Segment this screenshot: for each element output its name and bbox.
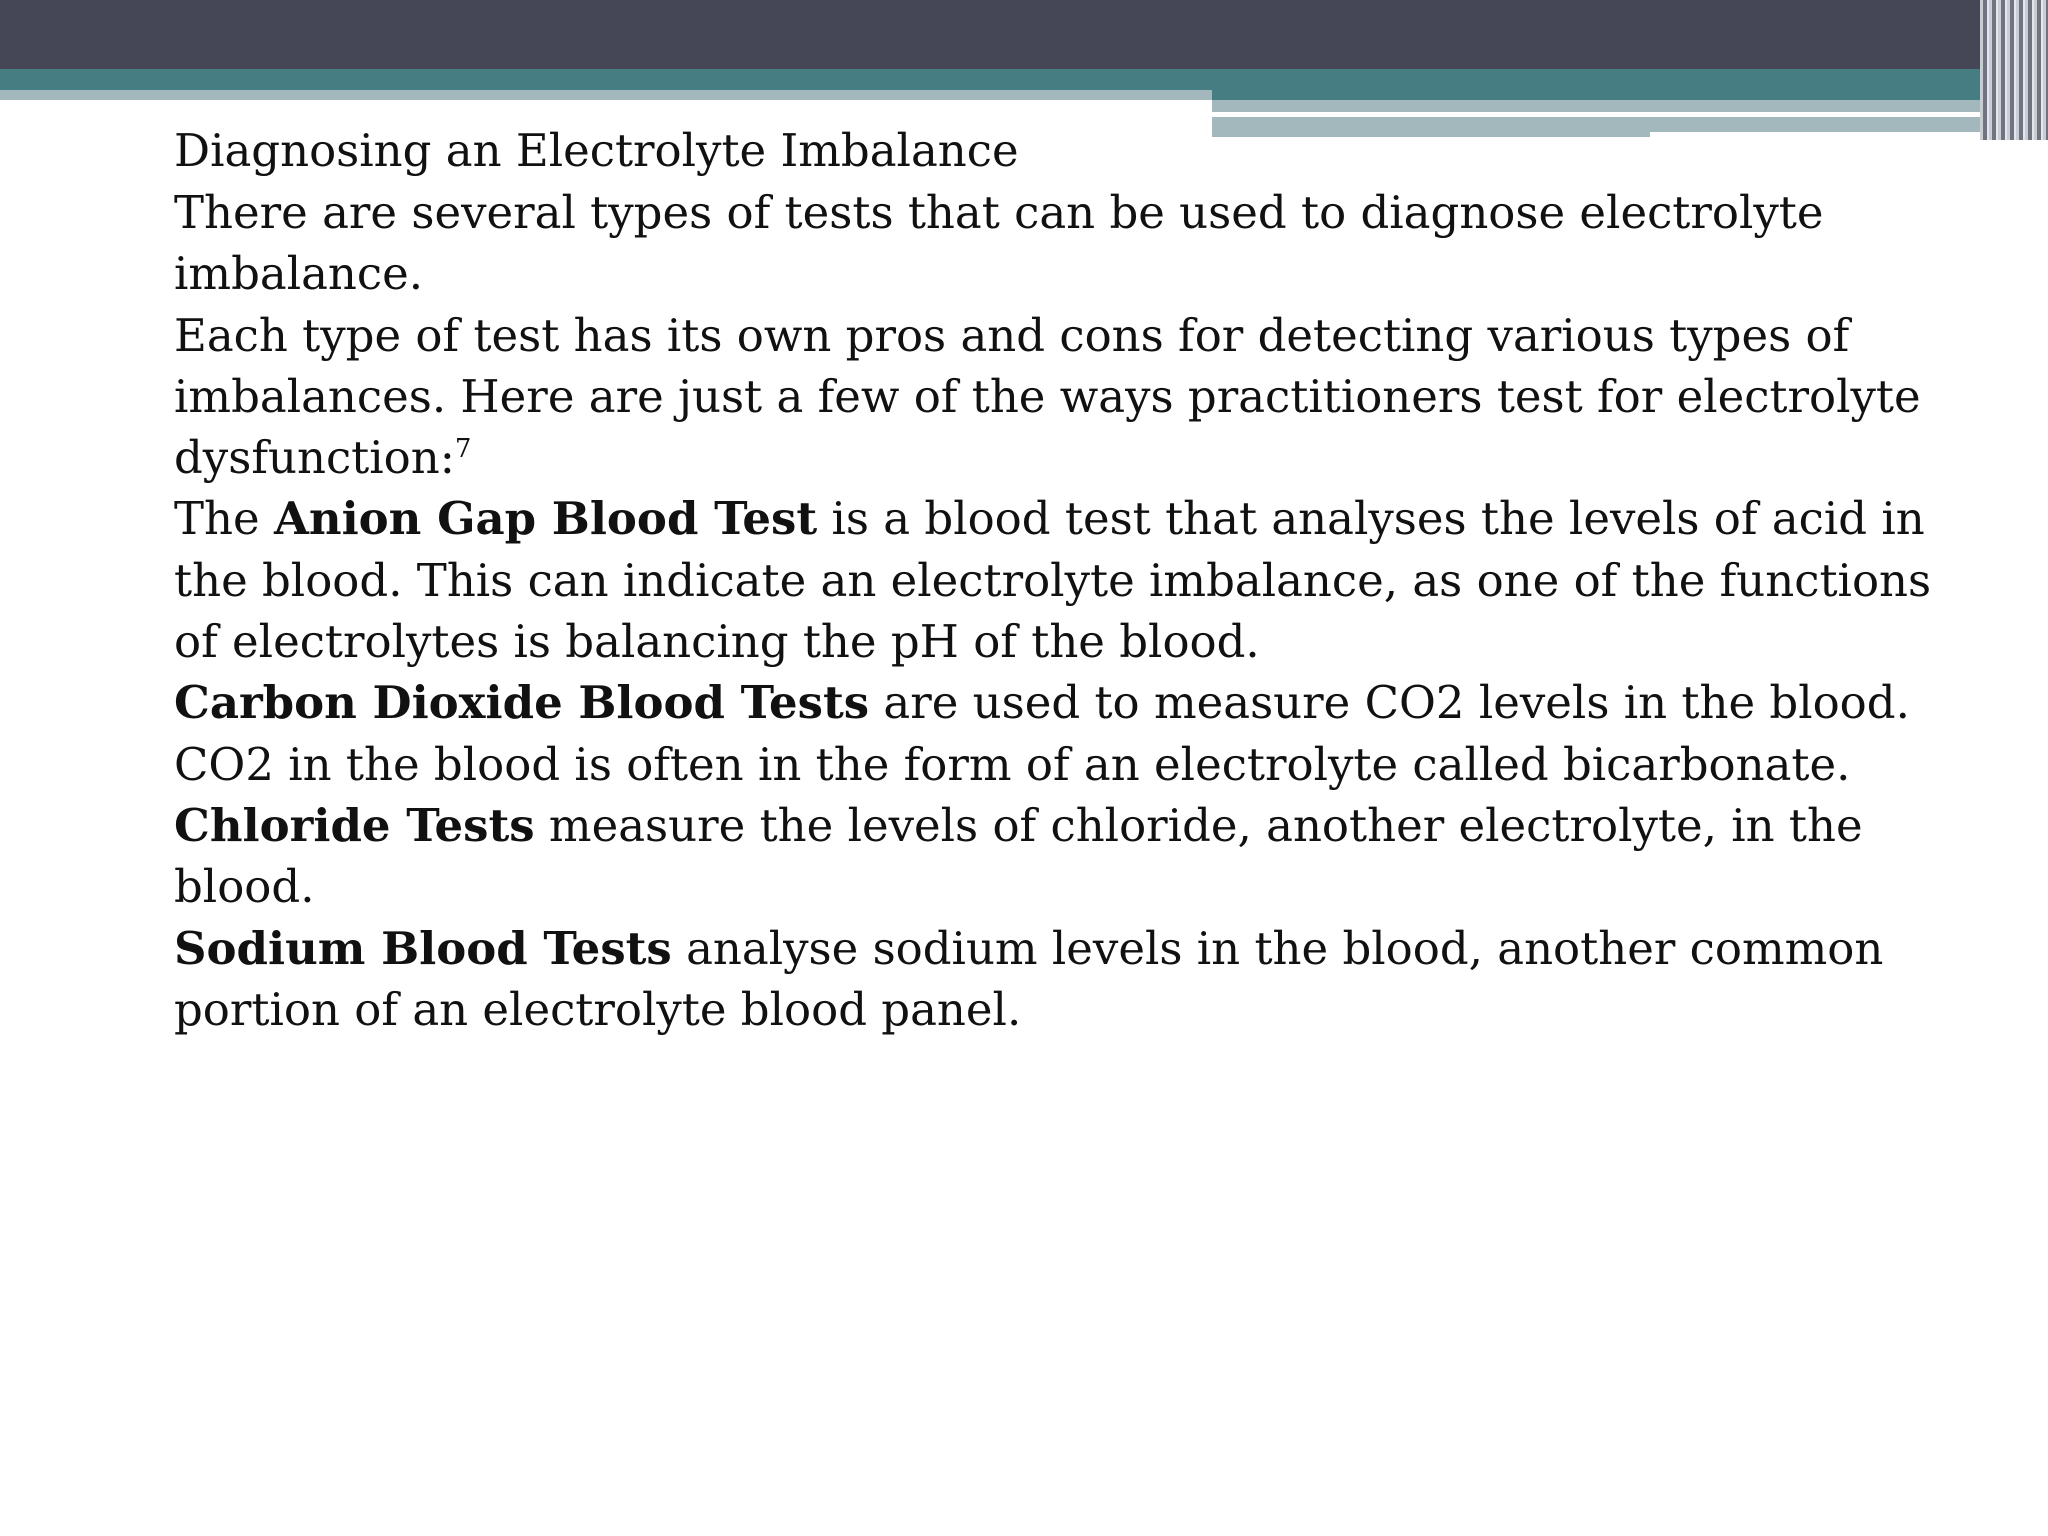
test-name: Chloride Tests xyxy=(174,798,535,852)
test-lead: The xyxy=(174,492,274,546)
intro-paragraph-2 xyxy=(174,305,1974,489)
header-band-light-right xyxy=(1212,100,2048,112)
header-band-teal xyxy=(0,69,2048,90)
header-stripes-decoration xyxy=(1980,0,2048,140)
test-description: are used to measure CO2 levels in the blood. CO2 in the blood is often in the form of an electrolyte called bicarbonate. xyxy=(174,676,1910,791)
test-name: Anion Gap Blood Test xyxy=(273,492,818,546)
test-description: is a blood test that analyses the levels of acid in the blood. This can indicate an electrolyte imbalance, as one of the functions of electrolytes is balancing the pH of the blood. xyxy=(174,492,1932,669)
test-item xyxy=(174,795,1974,918)
intro-paragraph-2-text: Each type of test has its own pros and cons for detecting various types of imbalances. Here are just a few of the ways practitioners test for electrolyte dysfunction: xyxy=(174,308,1921,485)
test-name: Sodium Blood Tests xyxy=(174,921,672,975)
header-band-dark xyxy=(0,0,2048,69)
footnote-reference: 7 xyxy=(454,434,472,465)
test-item xyxy=(174,488,1974,672)
slide-title: Diagnosing an Electrolyte Imbalance xyxy=(174,124,1019,177)
test-description: measure the levels of chloride, another electrolyte, in the blood. xyxy=(174,798,1863,914)
header-band-teal-right xyxy=(1212,90,2048,100)
slide-content xyxy=(174,120,1974,1040)
test-item xyxy=(174,672,1974,795)
test-item xyxy=(174,918,1974,1041)
header-band-light-left xyxy=(0,90,1212,100)
intro-paragraph-1: There are several types of tests that can be used to diagnose electrolyte imbalance. xyxy=(174,186,1824,301)
test-name: Carbon Dioxide Blood Tests xyxy=(174,676,870,730)
test-description: analyse sodium levels in the blood, another common portion of an electrolyte blood panel. xyxy=(174,921,1884,1036)
